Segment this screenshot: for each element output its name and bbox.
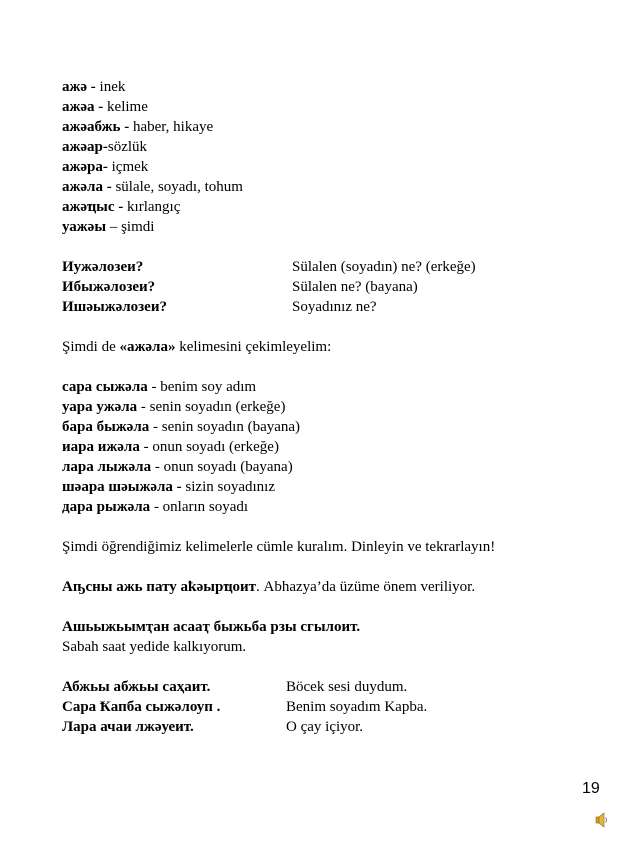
pair-line — [62, 679, 210, 696]
conjugation-meaning: - onun soyadı (bayana) — [151, 459, 293, 475]
page-number: 19 — [582, 780, 600, 797]
vocab-term: ажәра- — [62, 159, 108, 175]
conjugation-term: сара сыжәла — [62, 379, 148, 395]
conjugation-meaning: - onların soyadı — [150, 499, 249, 515]
vocab-term: ажә - — [62, 79, 96, 95]
vocab-meaning: kelime — [103, 99, 148, 115]
question-line — [62, 299, 167, 316]
sentence-abkhaz: Ашьыжьымҭан асааҭ быжьба рзы сгылоит. — [62, 619, 361, 635]
vocab-meaning: sülale, soyadı, tohum — [111, 179, 243, 195]
vocab-meaning: – şimdi — [106, 219, 155, 235]
conjugation-intro — [62, 339, 331, 356]
vocab-term: уажәы — [62, 219, 107, 235]
conjugation-line — [62, 379, 256, 396]
vocab-term: ажәла - — [62, 179, 112, 195]
vocab-meaning: kırlangıç — [123, 199, 181, 215]
vocab-meaning: içmek — [107, 159, 149, 175]
pair-turkish: Böcek sesi duydum. — [286, 679, 408, 695]
vocab-line — [62, 139, 147, 156]
vocab-line — [62, 79, 125, 96]
pair-turkish: Benim soyadım Kapba. — [286, 699, 428, 715]
conjugation-term: бара быжәла — [62, 419, 150, 435]
sentence-turkish: . Abhazya’da üzüme önem veriliyor. — [255, 579, 476, 595]
sentence-translation: Sabah saat yedide kalkıyorum. — [62, 639, 247, 655]
question-line — [62, 259, 143, 276]
vocab-meaning: inek — [95, 79, 126, 95]
conjugation-meaning: - benim soy adım — [147, 379, 257, 395]
vocab-term: ажәҵыс - — [62, 199, 124, 215]
sentence-abkhaz: Аҧсны ажь пату аҟәырҵоит — [62, 579, 256, 595]
instruction-text: Şimdi öğrendiğimiz kelimelerle cümle kuralım. Dinleyin ve tekrarlayın! — [62, 539, 496, 555]
conjugation-term: шәара шәыжәла - — [62, 479, 182, 495]
conjugation-term: уара ужәла — [62, 399, 138, 415]
conjugation-meaning: - senin soyadın (erkeğe) — [137, 399, 286, 415]
question-abkhaz: Ибыжәлозеи? — [62, 279, 156, 295]
speaker-icon[interactable] — [595, 811, 609, 829]
conjugation-meaning: - senin soyadın (bayana) — [149, 419, 301, 435]
question-abkhaz: Ишәыжәлозеи? — [62, 299, 167, 315]
conjugation-line — [62, 439, 279, 456]
vocab-term: ажәа - — [62, 99, 104, 115]
conjugation-term: дара рыжәла — [62, 499, 151, 515]
pair-line — [62, 719, 194, 736]
question-translation: Soyadınız ne? — [292, 299, 377, 315]
conjugation-term: лара лыжәла — [62, 459, 152, 475]
question-line — [62, 279, 155, 296]
speaker-icon-graphic — [595, 811, 609, 829]
vocab-line — [62, 159, 148, 176]
intro-text: Şimdi de — [62, 339, 120, 355]
question-translation: Sülalen (soyadın) ne? (erkeğe) — [292, 259, 476, 275]
vocab-term: ажәар- — [62, 139, 108, 155]
conjugation-meaning: sizin soyadınız — [181, 479, 275, 495]
conjugation-line — [62, 479, 275, 496]
vocab-line — [62, 119, 213, 136]
vocab-meaning: haber, hikaye — [129, 119, 214, 135]
conjugation-line — [62, 419, 300, 436]
conjugation-line — [62, 399, 285, 416]
vocab-meaning: sözlük — [107, 139, 148, 155]
question-abkhaz: Иужәлозеи? — [62, 259, 144, 275]
pair-abkhaz: Абжьы абжьы саҳаит. — [62, 679, 211, 695]
pair-line — [62, 699, 220, 716]
pair-turkish: O çay içiyor. — [286, 719, 364, 735]
intro-word: «ажәла» — [119, 339, 176, 355]
vocab-line — [62, 199, 180, 216]
intro-text: kelimesini çekimleyelim: — [175, 339, 332, 355]
sentence-line — [62, 579, 475, 596]
conjugation-term: иара ижәла — [62, 439, 140, 455]
pair-abkhaz: Сара Ҟапба сыжәлоуп . — [62, 699, 221, 715]
sentence-line — [62, 619, 360, 636]
vocab-line — [62, 219, 154, 236]
vocab-line — [62, 99, 148, 116]
conjugation-line — [62, 459, 293, 476]
vocab-term: ажәабжь - — [62, 119, 130, 135]
pair-abkhaz: Лара ачаи лжәуеит. — [62, 719, 194, 735]
vocab-line — [62, 179, 243, 196]
conjugation-line — [62, 499, 248, 516]
question-translation: Sülalen ne? (bayana) — [292, 279, 418, 295]
conjugation-meaning: - onun soyadı (erkeğe) — [139, 439, 279, 455]
